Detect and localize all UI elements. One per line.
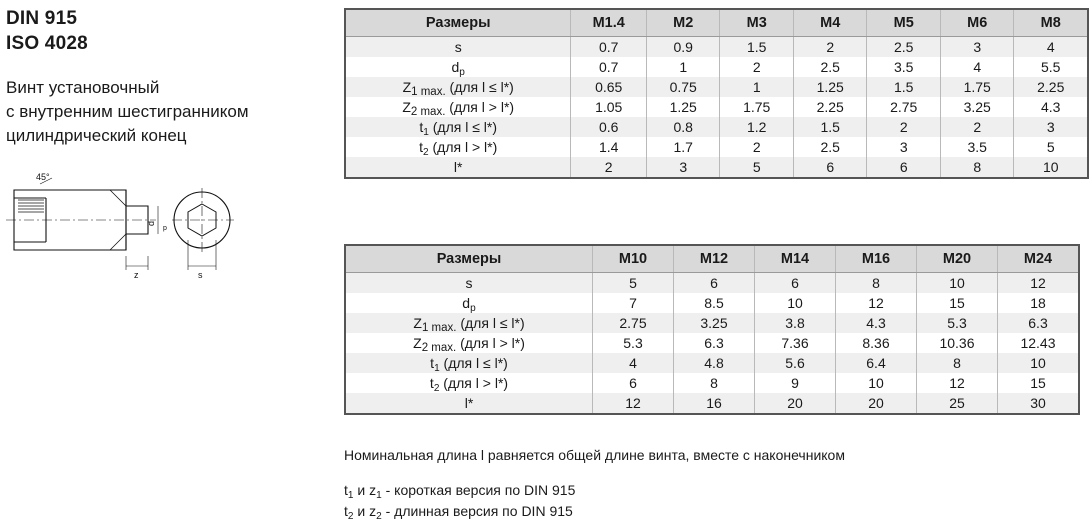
table2-row6-col5: 30	[998, 393, 1080, 414]
table1-row1-col2: 2	[720, 57, 794, 77]
table2-row3-col4: 10.36	[917, 333, 998, 353]
standard-iso: ISO 4028	[6, 33, 88, 54]
table1-row4-col1: 0.8	[646, 117, 720, 137]
table1-row5-col1: 1.7	[646, 137, 720, 157]
table2-row6-col1: 16	[674, 393, 755, 414]
table1-row5-col4: 3	[867, 137, 941, 157]
table2-row5-col3: 10	[836, 373, 917, 393]
table2-row5-label: $t_2$ (для l > l*)	[345, 373, 593, 393]
table2-header-cell-2: M12	[674, 245, 755, 273]
table2-row4-col2: 5.6	[755, 353, 836, 373]
table2-row6-col2: 20	[755, 393, 836, 414]
table1-row4-col3: 1.5	[793, 117, 867, 137]
table2-row2-col0: 2.75	[593, 313, 674, 333]
table-row	[345, 293, 1079, 313]
table1-row3-col6: 4.3	[1014, 97, 1088, 117]
table-row	[345, 37, 1088, 58]
label-dp: d	[146, 220, 156, 226]
table2-row5-col2: 9	[755, 373, 836, 393]
table1-row5-label: $t_2$ (для l > l*)	[345, 137, 571, 157]
table1-row5-col5: 3.5	[940, 137, 1014, 157]
table2-row5-col1: 8	[674, 373, 755, 393]
table1-row3-col0: 1.05	[571, 97, 647, 117]
table1-row1-col5: 4	[940, 57, 1014, 77]
table-row	[345, 333, 1079, 353]
table1-header-cell-3: M3	[720, 9, 794, 37]
table1-row0-col1: 0.9	[646, 37, 720, 58]
table2-row4-col3: 6.4	[836, 353, 917, 373]
table-row	[345, 97, 1088, 117]
table1-row6-col2: 5	[720, 157, 794, 178]
table2-row6-col3: 20	[836, 393, 917, 414]
table2-row5-col4: 12	[917, 373, 998, 393]
table1-row1-col3: 2.5	[793, 57, 867, 77]
table2-row0-col5: 12	[998, 273, 1080, 294]
table2-row1-label: $d_p$	[345, 293, 593, 313]
table1-row2-col6: 2.25	[1014, 77, 1088, 97]
footnotes	[344, 447, 845, 524]
table2-row1-col5: 18	[998, 293, 1080, 313]
table2-header-row	[345, 245, 1079, 273]
table2-row3-col0: 5.3	[593, 333, 674, 353]
dimensions-table-2-wrapper	[344, 244, 1080, 415]
description-line-3: цилиндрический конец	[6, 126, 187, 145]
table1-row2-label: $Z_{1 max.}$ (для l ≤ l*)	[345, 77, 571, 97]
table1-row1-col6: 5.5	[1014, 57, 1088, 77]
table1-row4-col4: 2	[867, 117, 941, 137]
table-row	[345, 117, 1088, 137]
table2-header-cell-4: M16	[836, 245, 917, 273]
table1-row3-col5: 3.25	[940, 97, 1014, 117]
table2-row6-col0: 12	[593, 393, 674, 414]
table1-row6-col0: 2	[571, 157, 647, 178]
table1-row0-col4: 2.5	[867, 37, 941, 58]
description-line-2: с внутренним шестигранником	[6, 102, 249, 121]
table1-row4-col2: 1.2	[720, 117, 794, 137]
label-angle-45: 45°	[36, 172, 50, 182]
table2-row0-col2: 6	[755, 273, 836, 294]
table1-header-cell-6: M6	[940, 9, 1014, 37]
label-z: z	[134, 270, 139, 280]
table2-row3-col3: 8.36	[836, 333, 917, 353]
table1-row3-col4: 2.75	[867, 97, 941, 117]
table1-row6-col5: 8	[940, 157, 1014, 178]
table2-header-cell-3: M14	[755, 245, 836, 273]
table2-header-cell-0: Размеры	[345, 245, 593, 273]
table2-row1-col0: 7	[593, 293, 674, 313]
label-s: s	[198, 270, 203, 280]
table-row	[345, 137, 1088, 157]
table-row	[345, 373, 1079, 393]
table1-header-row	[345, 9, 1088, 37]
table2-header-cell-6: M24	[998, 245, 1080, 273]
screw-technical-drawing-svg	[6, 170, 256, 280]
table2-row6-label: l*	[345, 393, 593, 414]
table1-header-cell-4: M4	[793, 9, 867, 37]
table2-row5-col5: 15	[998, 373, 1080, 393]
table-row	[345, 57, 1088, 77]
table2-row3-label: $Z_{2 max.}$ (для l > l*)	[345, 333, 593, 353]
table2-row1-col2: 10	[755, 293, 836, 313]
table1-row2-col4: 1.5	[867, 77, 941, 97]
table2-row0-label: s	[345, 273, 593, 294]
table1-row0-col5: 3	[940, 37, 1014, 58]
table1-header-cell-7: M8	[1014, 9, 1088, 37]
product-description	[6, 76, 336, 148]
table-row	[345, 353, 1079, 373]
table2-row4-col0: 4	[593, 353, 674, 373]
table2-row5-col0: 6	[593, 373, 674, 393]
table1-row0-col3: 2	[793, 37, 867, 58]
table2-row2-col1: 3.25	[674, 313, 755, 333]
table1-row1-col4: 3.5	[867, 57, 941, 77]
table2-row3-col2: 7.36	[755, 333, 836, 353]
screw-drawing	[6, 170, 336, 280]
table-row	[345, 77, 1088, 97]
table1-row6-col1: 3	[646, 157, 720, 178]
table2-row1-col3: 12	[836, 293, 917, 313]
label-dp-sub: p	[163, 225, 167, 232]
table1-row0-label: s	[345, 37, 571, 58]
table1-row3-label: $Z_{2 max.}$ (для l > l*)	[345, 97, 571, 117]
table1-row5-col6: 5	[1014, 137, 1088, 157]
table2-row0-col3: 8	[836, 273, 917, 294]
standard-din: DIN 915	[6, 8, 78, 29]
table2-row4-col1: 4.8	[674, 353, 755, 373]
table1-row5-col3: 2.5	[793, 137, 867, 157]
footnote-length: Номинальная длина l равняется общей длине винта, вместе с наконечником	[344, 447, 845, 463]
table1-row0-col6: 4	[1014, 37, 1088, 58]
table2-row4-label: $t_1$ (для l ≤ l*)	[345, 353, 593, 373]
dimensions-table-1-wrapper	[344, 8, 1089, 179]
table1-row2-col2: 1	[720, 77, 794, 97]
footnote-long-version: $t_2$ и $z_2$ - длинная версия по DIN 915	[344, 503, 573, 522]
table1-header-cell-0: Размеры	[345, 9, 571, 37]
table2-row0-col4: 10	[917, 273, 998, 294]
left-info-column	[6, 0, 336, 280]
table1-row3-col1: 1.25	[646, 97, 720, 117]
table1-row6-label: l*	[345, 157, 571, 178]
standard-title	[6, 6, 336, 56]
table2-row3-col1: 6.3	[674, 333, 755, 353]
dimensions-table-2	[344, 244, 1080, 415]
description-line-1: Винт установочный	[6, 78, 160, 97]
table1-row5-col0: 1.4	[571, 137, 647, 157]
table1-header-cell-2: M2	[646, 9, 720, 37]
table1-row3-col3: 2.25	[793, 97, 867, 117]
table1-row3-col2: 1.75	[720, 97, 794, 117]
table1-header-cell-1: M1.4	[571, 9, 647, 37]
table2-header-cell-5: M20	[917, 245, 998, 273]
table1-row1-col1: 1	[646, 57, 720, 77]
table1-row2-col1: 0.75	[646, 77, 720, 97]
table1-row6-col3: 6	[793, 157, 867, 178]
table2-row0-col1: 6	[674, 273, 755, 294]
footnote-short-version: $t_1$ и $z_1$ - короткая версия по DIN 915	[344, 482, 576, 501]
table1-row0-col2: 1.5	[720, 37, 794, 58]
table1-row4-col5: 2	[940, 117, 1014, 137]
table2-row0-col0: 5	[593, 273, 674, 294]
table2-row1-col1: 8.5	[674, 293, 755, 313]
table-row	[345, 273, 1079, 294]
table1-row6-col6: 10	[1014, 157, 1088, 178]
dimensions-table-1	[344, 8, 1089, 179]
table1-row4-label: $t_1$ (для l ≤ l*)	[345, 117, 571, 137]
table1-row4-col6: 3	[1014, 117, 1088, 137]
table2-row2-col3: 4.3	[836, 313, 917, 333]
table1-row5-col2: 2	[720, 137, 794, 157]
table2-row2-col5: 6.3	[998, 313, 1080, 333]
table1-row2-col3: 1.25	[793, 77, 867, 97]
table-row	[345, 313, 1079, 333]
table1-row2-col5: 1.75	[940, 77, 1014, 97]
table2-row6-col4: 25	[917, 393, 998, 414]
table2-row4-col5: 10	[998, 353, 1080, 373]
table2-row3-col5: 12.43	[998, 333, 1080, 353]
table1-row1-col0: 0.7	[571, 57, 647, 77]
table1-row0-col0: 0.7	[571, 37, 647, 58]
table2-row2-col2: 3.8	[755, 313, 836, 333]
table1-header-cell-5: M5	[867, 9, 941, 37]
table1-row4-col0: 0.6	[571, 117, 647, 137]
table2-header-cell-1: M10	[593, 245, 674, 273]
table-row	[345, 157, 1088, 178]
table2-row2-label: $Z_{1 max.}$ (для l ≤ l*)	[345, 313, 593, 333]
table1-row6-col4: 6	[867, 157, 941, 178]
table1-row1-label: $d_p$	[345, 57, 571, 77]
table-row	[345, 393, 1079, 414]
table1-row2-col0: 0.65	[571, 77, 647, 97]
table2-row4-col4: 8	[917, 353, 998, 373]
table2-row2-col4: 5.3	[917, 313, 998, 333]
table2-row1-col4: 15	[917, 293, 998, 313]
